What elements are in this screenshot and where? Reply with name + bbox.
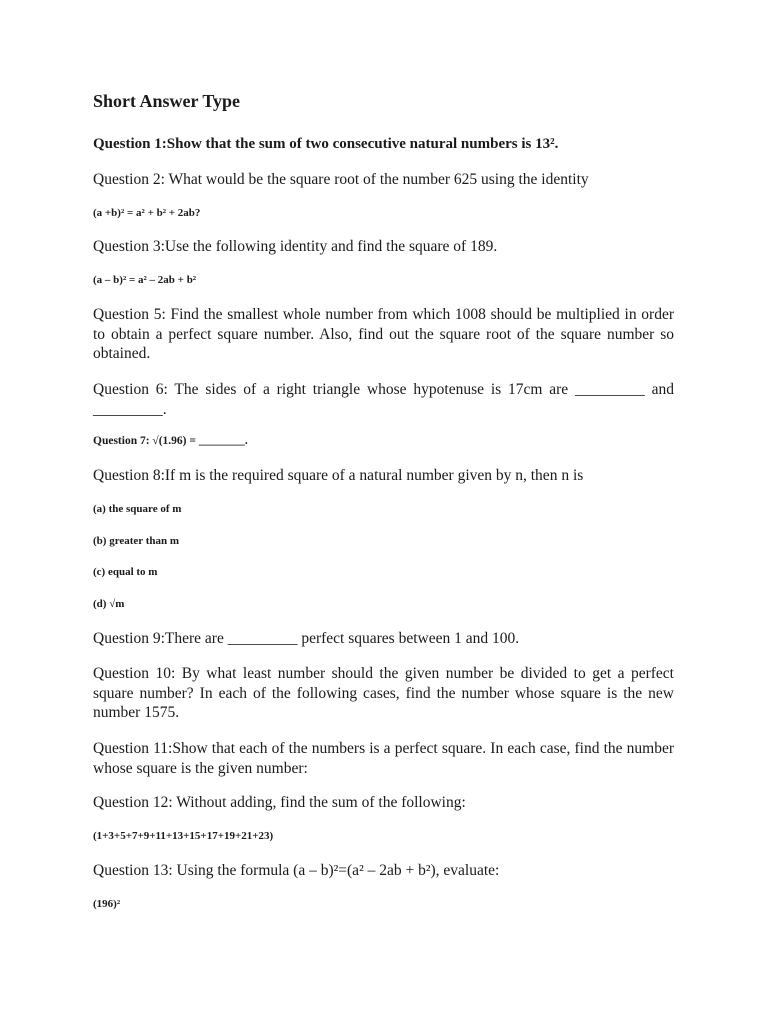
question-1: Question 1:Show that the sum of two consecutive natural numbers is 13². [93, 136, 559, 152]
page-heading: Short Answer Type [93, 91, 241, 111]
question-3: Question 3:Use the following identity and find the square of 189. [93, 238, 498, 255]
question-13: Question 13: Using the formula (a – b)²=(a² – 2ab + b²), evaluate: [93, 862, 500, 879]
question-2-identity: (a +b)² = a² + b² + 2ab? [93, 207, 201, 219]
question-8-option-c: (c) equal to m [93, 566, 158, 578]
question-10: Question 10: By what least number should the given number be divided to get a perfect square number? In each of the following cases, find the number whose square is the new number 1575. [93, 665, 674, 721]
question-11: Question 11:Show that each of the numbers is a perfect square. In each case, find the number whose square is the given number: [93, 740, 674, 777]
question-9: Question 9:There are _________ perfect squares between 1 and 100. [93, 630, 520, 647]
question-7: Question 7: √(1.96) = ________. [93, 435, 248, 447]
question-8-option-a: (a) the square of m [93, 503, 182, 515]
question-6: Question 6: The sides of a right triangle whose hypotenuse is 17cm are _________ and _________. [93, 381, 674, 418]
question-5: Question 5: Find the smallest whole number from which 1008 should be multiplied in order to obtain a perfect square number. Also, find out the square root of the square number so obtained. [93, 306, 674, 362]
question-8-option-d: (d) √m [93, 598, 125, 610]
question-8: Question 8:If m is the required square of a natural number given by n, then n is [93, 467, 584, 484]
question-2: Question 2: What would be the square root of the number 625 using the identity [93, 171, 589, 188]
question-8-option-b: (b) greater than m [93, 535, 180, 547]
question-12: Question 12: Without adding, find the sum of the following: [93, 794, 466, 811]
question-12-expression: (1+3+5+7+9+11+13+15+17+19+21+23) [93, 830, 274, 842]
question-13-expression: (196)² [93, 898, 121, 910]
question-3-identity: (a – b)² = a² – 2ab + b² [93, 274, 197, 286]
